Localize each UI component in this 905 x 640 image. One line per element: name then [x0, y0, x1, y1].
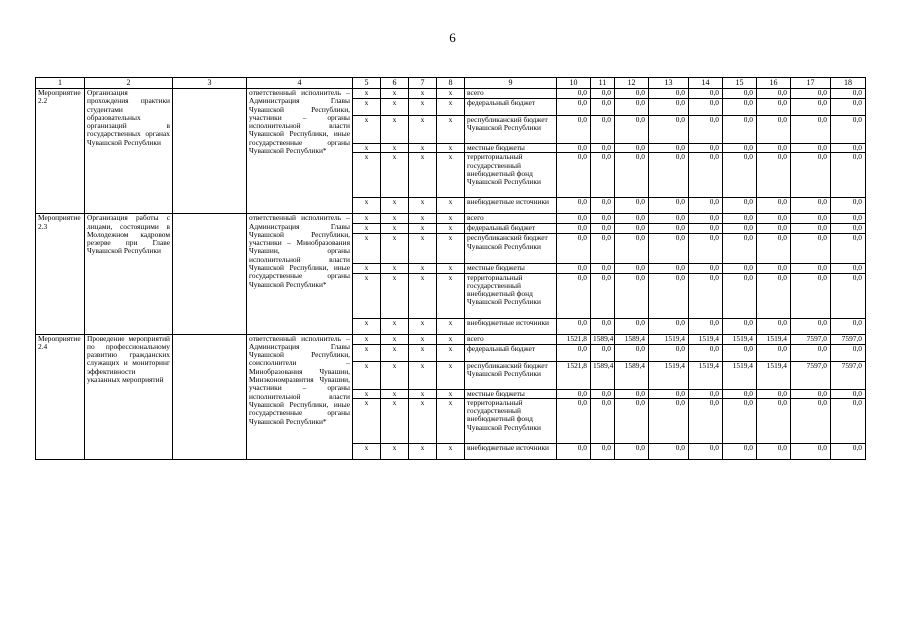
value-cell: 0,0: [831, 99, 866, 116]
program-table: [35, 77, 866, 460]
value-cell: 0,0: [831, 398, 866, 443]
value-cell: 0,0: [649, 398, 689, 443]
x-cell: x: [437, 116, 465, 144]
value-cell: 0,0: [615, 89, 649, 99]
x-cell: x: [381, 318, 409, 334]
x-cell: x: [353, 153, 381, 198]
value-cell: 0,0: [791, 398, 831, 443]
x-cell: x: [437, 99, 465, 116]
x-cell: x: [437, 89, 465, 99]
column-number-8: 8: [437, 78, 465, 89]
column-number-5: 5: [353, 78, 381, 89]
value-cell: 0,0: [791, 99, 831, 116]
value-cell: 0,0: [757, 398, 791, 443]
value-cell: 1519,4: [649, 361, 689, 389]
value-cell: 0,0: [557, 198, 591, 214]
funding-source: республиканский бюджет Чувашской Республики: [465, 234, 557, 264]
value-cell: 0,0: [723, 443, 757, 459]
measure-code: Мероприятие 2.4: [36, 334, 85, 459]
value-cell: 7597,0: [831, 361, 866, 389]
value-cell: 0,0: [557, 273, 591, 318]
x-cell: x: [353, 389, 381, 398]
x-cell: x: [381, 443, 409, 459]
table-row: [36, 89, 866, 99]
funding-source: территориальный государственный внебюджетный фонд Чувашской Республики: [465, 273, 557, 318]
value-cell: 0,0: [831, 89, 866, 99]
funding-source: республиканский бюджет Чувашской Республики: [465, 361, 557, 389]
value-cell: 0,0: [831, 273, 866, 318]
empty-cell: [173, 334, 247, 459]
value-cell: 0,0: [649, 224, 689, 234]
value-cell: 1519,4: [757, 334, 791, 344]
column-number-11: 11: [591, 78, 615, 89]
value-cell: 0,0: [591, 264, 615, 273]
value-cell: 0,0: [723, 198, 757, 214]
x-cell: x: [409, 389, 437, 398]
executor-cell: ответственный исполнитель – Администрация Главы Чувашской Республики, участники – Минобразования Чувашии, органы исполнительной власти Чувашской Республики, иные государственные органы Чувашской Республики*: [247, 214, 353, 334]
value-cell: 0,0: [689, 153, 723, 198]
value-cell: 0,0: [791, 198, 831, 214]
x-cell: x: [381, 224, 409, 234]
value-cell: 0,0: [757, 389, 791, 398]
value-cell: 0,0: [757, 224, 791, 234]
value-cell: 0,0: [757, 234, 791, 264]
value-cell: 0,0: [615, 234, 649, 264]
value-cell: 0,0: [831, 318, 866, 334]
value-cell: 0,0: [689, 318, 723, 334]
x-cell: x: [409, 89, 437, 99]
x-cell: x: [353, 198, 381, 214]
value-cell: 0,0: [689, 89, 723, 99]
value-cell: 0,0: [791, 318, 831, 334]
funding-source: внебюджетные источники: [465, 443, 557, 459]
x-cell: x: [437, 224, 465, 234]
funding-source: всего: [465, 334, 557, 344]
column-number-14: 14: [689, 78, 723, 89]
value-cell: 0,0: [689, 389, 723, 398]
x-cell: x: [437, 144, 465, 153]
x-cell: x: [353, 214, 381, 224]
column-number-15: 15: [723, 78, 757, 89]
x-cell: x: [353, 273, 381, 318]
value-cell: 0,0: [831, 234, 866, 264]
x-cell: x: [353, 398, 381, 443]
value-cell: 0,0: [723, 144, 757, 153]
value-cell: 0,0: [615, 99, 649, 116]
table-body: [36, 78, 866, 460]
value-cell: 0,0: [689, 144, 723, 153]
value-cell: 0,0: [649, 99, 689, 116]
x-cell: x: [409, 214, 437, 224]
value-cell: 0,0: [615, 153, 649, 198]
value-cell: 0,0: [557, 116, 591, 144]
value-cell: 0,0: [591, 153, 615, 198]
x-cell: x: [353, 318, 381, 334]
value-cell: 0,0: [591, 99, 615, 116]
value-cell: 0,0: [723, 224, 757, 234]
value-cell: 0,0: [557, 443, 591, 459]
column-number-7: 7: [409, 78, 437, 89]
column-number-3: 3: [173, 78, 247, 89]
value-cell: 0,0: [615, 224, 649, 234]
value-cell: 0,0: [791, 214, 831, 224]
value-cell: 1519,4: [649, 334, 689, 344]
value-cell: 0,0: [649, 264, 689, 273]
funding-source: местные бюджеты: [465, 389, 557, 398]
value-cell: 0,0: [757, 344, 791, 361]
x-cell: x: [381, 273, 409, 318]
x-cell: x: [409, 398, 437, 443]
value-cell: 0,0: [557, 264, 591, 273]
funding-source: федеральный бюджет: [465, 224, 557, 234]
value-cell: 0,0: [557, 153, 591, 198]
x-cell: x: [353, 116, 381, 144]
column-number-6: 6: [381, 78, 409, 89]
x-cell: x: [353, 264, 381, 273]
value-cell: 0,0: [615, 198, 649, 214]
value-cell: 1519,4: [757, 361, 791, 389]
value-cell: 0,0: [615, 116, 649, 144]
x-cell: x: [409, 144, 437, 153]
value-cell: 0,0: [723, 398, 757, 443]
x-cell: x: [437, 344, 465, 361]
value-cell: 1589,4: [615, 361, 649, 389]
value-cell: 0,0: [791, 153, 831, 198]
x-cell: x: [381, 89, 409, 99]
value-cell: 0,0: [649, 234, 689, 264]
value-cell: 0,0: [591, 389, 615, 398]
funding-source: местные бюджеты: [465, 144, 557, 153]
value-cell: 0,0: [591, 214, 615, 224]
value-cell: 0,0: [757, 89, 791, 99]
x-cell: x: [409, 198, 437, 214]
value-cell: 0,0: [723, 264, 757, 273]
value-cell: 0,0: [615, 318, 649, 334]
value-cell: 0,0: [791, 389, 831, 398]
x-cell: x: [353, 443, 381, 459]
value-cell: 0,0: [831, 214, 866, 224]
value-cell: 0,0: [557, 89, 591, 99]
value-cell: 1519,4: [689, 361, 723, 389]
value-cell: 1589,4: [591, 334, 615, 344]
value-cell: 0,0: [831, 153, 866, 198]
x-cell: x: [381, 361, 409, 389]
value-cell: 0,0: [557, 389, 591, 398]
value-cell: 0,0: [649, 153, 689, 198]
value-cell: 0,0: [791, 144, 831, 153]
value-cell: 0,0: [649, 318, 689, 334]
value-cell: 0,0: [689, 443, 723, 459]
value-cell: 1589,4: [591, 361, 615, 389]
x-cell: x: [381, 144, 409, 153]
table-row: [36, 334, 866, 344]
value-cell: 0,0: [757, 264, 791, 273]
funding-source: территориальный государственный внебюджетный фонд Чувашской Республики: [465, 398, 557, 443]
value-cell: 0,0: [615, 389, 649, 398]
x-cell: x: [381, 214, 409, 224]
table-row: [36, 214, 866, 224]
value-cell: 0,0: [689, 198, 723, 214]
value-cell: 0,0: [757, 273, 791, 318]
x-cell: x: [381, 198, 409, 214]
x-cell: x: [353, 224, 381, 234]
x-cell: x: [409, 443, 437, 459]
funding-source: территориальный государственный внебюджетный фонд Чувашской Республики: [465, 153, 557, 198]
x-cell: x: [409, 116, 437, 144]
x-cell: x: [437, 398, 465, 443]
value-cell: 0,0: [757, 99, 791, 116]
value-cell: 0,0: [591, 318, 615, 334]
x-cell: x: [353, 361, 381, 389]
value-cell: 0,0: [723, 344, 757, 361]
x-cell: x: [437, 389, 465, 398]
value-cell: 1521,8: [557, 334, 591, 344]
value-cell: 0,0: [591, 234, 615, 264]
column-number-16: 16: [757, 78, 791, 89]
x-cell: x: [381, 398, 409, 443]
x-cell: x: [409, 264, 437, 273]
measure-code: Мероприятие 2.2: [36, 89, 85, 214]
x-cell: x: [409, 318, 437, 334]
value-cell: 0,0: [723, 234, 757, 264]
x-cell: x: [381, 99, 409, 116]
x-cell: x: [409, 361, 437, 389]
value-cell: 0,0: [557, 214, 591, 224]
value-cell: 0,0: [689, 273, 723, 318]
x-cell: x: [353, 344, 381, 361]
column-number-2: 2: [85, 78, 173, 89]
x-cell: x: [353, 99, 381, 116]
value-cell: 0,0: [757, 116, 791, 144]
column-number-10: 10: [557, 78, 591, 89]
x-cell: x: [437, 153, 465, 198]
value-cell: 0,0: [557, 99, 591, 116]
value-cell: 0,0: [557, 398, 591, 443]
x-cell: x: [353, 234, 381, 264]
value-cell: 0,0: [791, 264, 831, 273]
value-cell: 0,0: [615, 214, 649, 224]
funding-source: федеральный бюджет: [465, 344, 557, 361]
value-cell: 0,0: [649, 198, 689, 214]
value-cell: 0,0: [591, 224, 615, 234]
x-cell: x: [381, 334, 409, 344]
x-cell: x: [381, 116, 409, 144]
value-cell: 0,0: [557, 234, 591, 264]
value-cell: 0,0: [615, 144, 649, 153]
x-cell: x: [381, 389, 409, 398]
measure-name: Организация работы с лицами, состоящими в Молодежном кадровом резерве при Главе Чувашской Республики: [85, 214, 173, 334]
funding-source: республиканский бюджет Чувашской Республики: [465, 116, 557, 144]
value-cell: 0,0: [591, 198, 615, 214]
value-cell: 0,0: [723, 318, 757, 334]
value-cell: 0,0: [591, 273, 615, 318]
executor-cell: ответственный исполнитель – Администрация Главы Чувашской Республики, соисполнители – Минобразования Чувашии, Минэкономразвития Чувашии, участники – органы исполнительной власти Чувашской Республики, иные государственные органы Чувашской Республики*: [247, 334, 353, 459]
empty-cell: [173, 89, 247, 214]
column-number-12: 12: [615, 78, 649, 89]
page-number: 6: [449, 30, 456, 45]
value-cell: 0,0: [757, 318, 791, 334]
funding-source: всего: [465, 89, 557, 99]
value-cell: 0,0: [723, 89, 757, 99]
value-cell: 0,0: [557, 224, 591, 234]
x-cell: x: [437, 214, 465, 224]
value-cell: 0,0: [831, 264, 866, 273]
value-cell: 0,0: [757, 214, 791, 224]
value-cell: 0,0: [757, 443, 791, 459]
value-cell: 0,0: [615, 398, 649, 443]
value-cell: 0,0: [591, 116, 615, 144]
value-cell: 7597,0: [831, 334, 866, 344]
column-number-13: 13: [649, 78, 689, 89]
value-cell: 0,0: [689, 224, 723, 234]
value-cell: 0,0: [723, 389, 757, 398]
value-cell: 1519,4: [723, 361, 757, 389]
x-cell: x: [437, 334, 465, 344]
x-cell: x: [381, 234, 409, 264]
x-cell: x: [353, 89, 381, 99]
column-number-17: 17: [791, 78, 831, 89]
value-cell: 0,0: [831, 344, 866, 361]
value-cell: 0,0: [689, 234, 723, 264]
x-cell: x: [409, 334, 437, 344]
x-cell: x: [409, 234, 437, 264]
value-cell: 7597,0: [791, 334, 831, 344]
value-cell: 0,0: [591, 89, 615, 99]
value-cell: 0,0: [757, 144, 791, 153]
value-cell: 0,0: [831, 443, 866, 459]
x-cell: x: [409, 224, 437, 234]
value-cell: 0,0: [649, 144, 689, 153]
funding-source: местные бюджеты: [465, 264, 557, 273]
measure-code: Мероприятие 2.3: [36, 214, 85, 334]
value-cell: 0,0: [791, 443, 831, 459]
value-cell: 0,0: [591, 443, 615, 459]
column-number-row: [36, 78, 866, 89]
x-cell: x: [409, 273, 437, 318]
x-cell: x: [409, 153, 437, 198]
funding-source: внебюджетные источники: [465, 318, 557, 334]
value-cell: 0,0: [689, 116, 723, 144]
funding-source: всего: [465, 214, 557, 224]
value-cell: 0,0: [689, 99, 723, 116]
value-cell: 0,0: [723, 214, 757, 224]
value-cell: 0,0: [649, 273, 689, 318]
value-cell: 0,0: [831, 198, 866, 214]
value-cell: 0,0: [649, 443, 689, 459]
value-cell: 0,0: [649, 389, 689, 398]
value-cell: 0,0: [791, 273, 831, 318]
value-cell: 0,0: [615, 443, 649, 459]
x-cell: x: [381, 153, 409, 198]
x-cell: x: [409, 344, 437, 361]
value-cell: 0,0: [591, 398, 615, 443]
value-cell: 0,0: [723, 116, 757, 144]
value-cell: 0,0: [615, 273, 649, 318]
x-cell: x: [381, 344, 409, 361]
x-cell: x: [437, 318, 465, 334]
value-cell: 0,0: [649, 344, 689, 361]
x-cell: x: [437, 264, 465, 273]
x-cell: x: [437, 273, 465, 318]
value-cell: 0,0: [831, 389, 866, 398]
value-cell: 0,0: [723, 153, 757, 198]
value-cell: 7597,0: [791, 361, 831, 389]
x-cell: x: [437, 443, 465, 459]
executor-cell: ответственный исполнитель – Администрация Главы Чувашской Республики, участники – органы исполнительной власти Чувашской Республики, иные государственные органы Чувашской Республики*: [247, 89, 353, 214]
value-cell: 0,0: [791, 89, 831, 99]
value-cell: 0,0: [557, 318, 591, 334]
x-cell: x: [409, 99, 437, 116]
value-cell: 0,0: [723, 99, 757, 116]
funding-source: внебюджетные источники: [465, 198, 557, 214]
column-number-1: 1: [36, 78, 85, 89]
value-cell: 0,0: [689, 398, 723, 443]
value-cell: 1589,4: [615, 334, 649, 344]
value-cell: 0,0: [831, 224, 866, 234]
value-cell: 0,0: [791, 116, 831, 144]
column-number-18: 18: [831, 78, 866, 89]
value-cell: 0,0: [615, 344, 649, 361]
funding-source: федеральный бюджет: [465, 99, 557, 116]
value-cell: 0,0: [649, 116, 689, 144]
value-cell: 1519,4: [689, 334, 723, 344]
value-cell: 0,0: [557, 144, 591, 153]
value-cell: 0,0: [591, 144, 615, 153]
measure-name: Проведение мероприятий по профессиональному развитию гражданских служащих и мониторинг эффективности указанных мероприятий: [85, 334, 173, 459]
value-cell: 1521,8: [557, 361, 591, 389]
value-cell: 0,0: [757, 153, 791, 198]
value-cell: 0,0: [649, 89, 689, 99]
value-cell: 0,0: [831, 144, 866, 153]
value-cell: 0,0: [791, 224, 831, 234]
value-cell: 0,0: [689, 264, 723, 273]
value-cell: 0,0: [689, 344, 723, 361]
column-number-9: 9: [465, 78, 557, 89]
x-cell: x: [381, 264, 409, 273]
value-cell: 0,0: [791, 234, 831, 264]
x-cell: x: [353, 144, 381, 153]
value-cell: 1519,4: [723, 334, 757, 344]
value-cell: 0,0: [591, 344, 615, 361]
value-cell: 0,0: [831, 116, 866, 144]
x-cell: x: [437, 234, 465, 264]
empty-cell: [173, 214, 247, 334]
value-cell: 0,0: [791, 344, 831, 361]
value-cell: 0,0: [757, 198, 791, 214]
value-cell: 0,0: [557, 344, 591, 361]
value-cell: 0,0: [723, 273, 757, 318]
x-cell: x: [437, 361, 465, 389]
value-cell: 0,0: [615, 264, 649, 273]
x-cell: x: [353, 334, 381, 344]
x-cell: x: [437, 198, 465, 214]
value-cell: 0,0: [649, 214, 689, 224]
value-cell: 0,0: [689, 214, 723, 224]
column-number-4: 4: [247, 78, 353, 89]
measure-name: Организация прохождения практики студентами образовательных организаций в государственных органах Чувашской Республики: [85, 89, 173, 214]
